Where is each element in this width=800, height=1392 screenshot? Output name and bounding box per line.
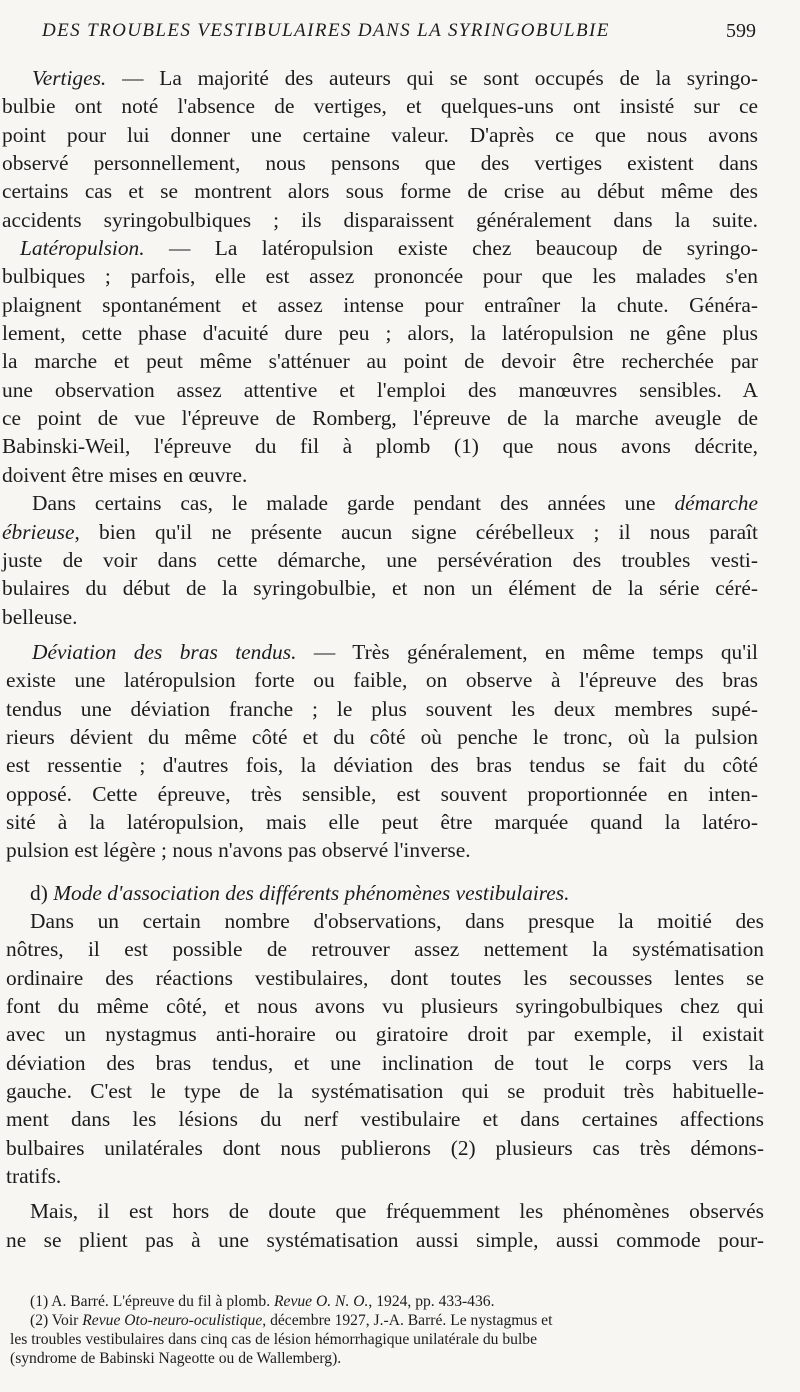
text-line: bulbaires unilatérales dont nous publierons (2) plusieurs cas très démons- xyxy=(6,1135,764,1160)
text-line: — Très généralement, en même temps qu'il xyxy=(296,639,758,664)
footnote-2 xyxy=(0,1311,800,1330)
footnote-text: (2) Voir xyxy=(30,1312,83,1329)
text-line: Dans un certain nombre d'observations, dans presque la moitié des xyxy=(30,908,764,933)
section-title: Mode d'association des différents phénomènes vestibulaires. xyxy=(53,880,570,905)
text-line: — La latéropulsion existe chez beaucoup de syringo- xyxy=(144,236,758,261)
section-label: d) xyxy=(30,880,48,905)
emphasis: démarche xyxy=(674,491,758,516)
text-line: observé personnellement, nous pensons que des vertiges existent dans xyxy=(2,151,758,176)
text-line: déviation des bras tendus, et une inclination de tout le corps vers la xyxy=(6,1050,764,1075)
text-line: rieurs dévient du même côté et du côté où penche le tronc, où la pulsion xyxy=(6,724,758,749)
text-line: Mais, il est hors de doute que fréquemment les phénomènes observés xyxy=(30,1199,764,1224)
paragraph-deviation xyxy=(0,638,800,865)
footnote-text: (1) A. Barré. L'épreuve du fil à plomb. xyxy=(30,1293,275,1310)
text-line: sité à la latéropulsion, mais elle peut être marquée quand la latéro- xyxy=(6,809,758,834)
text-line: est ressentie ; d'autres fois, la déviation des bras tendus se fait du côté xyxy=(6,753,758,778)
text-line: ce point de vue l'épreuve de Romberg, l'épreuve de la marche aveugle de xyxy=(2,406,758,431)
text-line: ne se plient pas à une systématisation aussi simple, aussi commode pour- xyxy=(6,1227,764,1252)
footnote-journal: Revue Oto-neuro-oculistique xyxy=(82,1312,263,1329)
text-line: pulsion est légère ; nous n'avons pas observé l'inverse. xyxy=(6,838,471,863)
footnote-2-continued: (syndrome de Babinski Nageotte ou de Wallemberg). xyxy=(10,1350,342,1367)
text-line: — La majorité des auteurs qui se sont occupés de la syringo- xyxy=(106,66,758,90)
paragraph-lead: Déviation des bras tendus. xyxy=(32,639,297,664)
text-line: , bien qu'il ne présente aucun signe cérébelleux ; il nous paraît xyxy=(74,519,758,544)
text-line: opposé. Cette épreuve, très sensible, est souvent proportionnée en inten- xyxy=(6,781,758,806)
text-line: bulbie ont noté l'absence de vertiges, et quelques-uns ont insisté sur ce xyxy=(2,94,758,119)
paragraph-lead: Vertiges. xyxy=(32,66,107,90)
text-line: la marche et peut même s'atténuer au point de devoir être recherchée par xyxy=(2,349,758,374)
text-line: nôtres, il est possible de retrouver assez nettement la systématisation xyxy=(6,937,764,962)
text-line: point pour lui donner une certaine valeur. D'après ce que nous avons xyxy=(2,122,758,147)
paragraph-demarche xyxy=(0,489,800,631)
text-line: juste de voir dans cette démarche, une persévération des troubles vesti- xyxy=(2,547,758,572)
text-line: tendus une déviation franche ; le plus souvent les deux membres supé- xyxy=(6,696,758,721)
text-line: ordinaire des réactions vestibulaires, dont toutes les secousses lentes se xyxy=(6,965,764,990)
page-header xyxy=(0,16,800,46)
footnote-2-continued: les troubles vestibulaires dans cinq cas de lésion hémorrhagique unilatérale du bulbe xyxy=(10,1331,537,1348)
page-number: 599 xyxy=(726,20,756,42)
text-line: plaignent spontanément et assez intense pour entraîner la chute. Généra- xyxy=(2,292,758,317)
footnote-1 xyxy=(0,1292,800,1311)
text-line: Dans certains cas, le malade garde pendant des années une xyxy=(32,491,675,516)
text-line: certains cas et se montrent alors sous forme de crise au début même des xyxy=(2,179,758,204)
text-line: font du même côté, et nous avons vu plusieurs syringobulbiques chez qui xyxy=(6,994,764,1018)
text-line: avec un nystagmus anti-horaire ou giratoire droit par exemple, il existait xyxy=(6,1022,764,1047)
footnote-journal: Revue O. N. O. xyxy=(274,1293,369,1310)
paragraph-lead: Latéropulsion. xyxy=(20,236,145,261)
footnote-text: , 1924, pp. 433-436. xyxy=(368,1293,495,1310)
running-head: DES TROUBLES VESTIBULAIRES DANS LA SYRINGOBULBIE xyxy=(42,20,610,41)
text-line: existe une latéropulsion forte ou faible, on observe à l'épreuve des bras xyxy=(6,668,758,693)
text-line: bulbiques ; parfois, elle est assez prononcée pour que les malades s'en xyxy=(2,264,758,289)
page-body xyxy=(0,64,800,1254)
paragraph-mais xyxy=(0,1197,800,1254)
text-line: belleuse. xyxy=(2,604,78,629)
text-line: doivent être mises en œuvre. xyxy=(2,462,248,487)
text-line: gauche. C'est le type de la systématisation qui se produit très habituelle- xyxy=(6,1079,764,1104)
footnote-text: , décembre 1927, J.-A. Barré. Le nystagmus et xyxy=(262,1312,553,1329)
emphasis: ébrieuse xyxy=(2,519,75,544)
text-line: accidents syringobulbiques ; ils disparaissent généralement dans la suite. xyxy=(2,207,758,232)
text-line: bulaires du début de la syringobulbie, et non un élément de la série céré- xyxy=(2,576,758,601)
paragraph-lateropulsion xyxy=(0,234,800,489)
paragraph-vertiges xyxy=(0,64,800,234)
text-line: tratifs. xyxy=(6,1164,62,1189)
paragraph-association xyxy=(0,907,800,1190)
section-heading xyxy=(0,879,800,907)
text-line: une observation assez attentive et l'emploi des manœuvres sensibles. A xyxy=(2,377,758,402)
text-line: ment dans les lésions du nerf vestibulaire et dans certaines affections xyxy=(6,1107,764,1132)
footnotes xyxy=(0,1292,800,1368)
text-line: Babinski-Weil, l'épreuve du fil à plomb (1) que nous avons décrite, xyxy=(2,434,758,459)
text-line: lement, cette phase d'acuité dure peu ; alors, la latéropulsion ne gêne plus xyxy=(2,321,758,346)
